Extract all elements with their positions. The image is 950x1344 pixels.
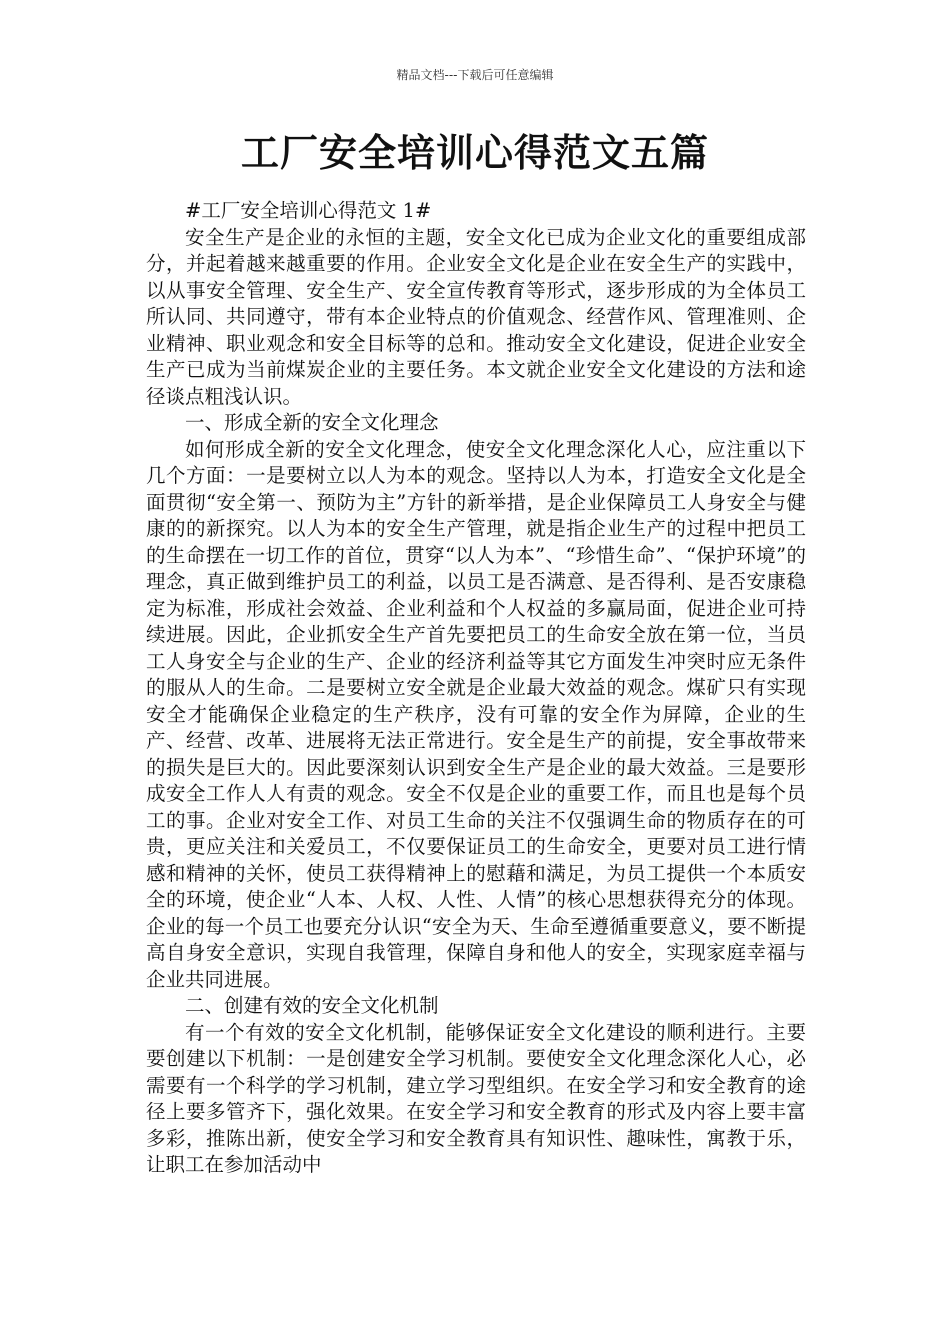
body-paragraph: 安全生产是企业的永恒的主题，安全文化已成为企业文化的重要组成部分，并起着越来越重要的作用。企业安全文化是企业在安全生产的实践中，以从事安全管理、安全生产、安全宣传教育等形式，逐步形成的为全体员工所认同、共同遵守，带有本企业特点的价值观念、经营作风、管理准则、企业精神、职业观念和安全目标等的总和。推动安全文化建设，促进企业安全生产已成为当前煤炭企业的主要任务。本文就企业安全文化建设的方法和途径谈点粗浅认识。 [146,225,806,408]
section-marker: #工厂安全培训心得范文 1# [185,199,432,222]
document-body [146,198,806,1179]
document-title: 工厂安全培训心得范文五篇 [240,131,709,175]
section-heading: 二、创建有效的安全文化机制 [185,994,439,1017]
page-header-note: 精品文档---下载后可任意编辑 [396,68,554,82]
body-paragraph: 有一个有效的安全文化机制，能够保证安全文化建设的顺利进行。主要要创建以下机制：一是创建安全学习机制。要使安全文化理念深化人心，必需要有一个科学的学习机制，建立学习型组织。在安全学习和安全教育的途径上要多管齐下，强化效果。在安全学习和安全教育的形式及内容上要丰富多彩，推陈出新，使安全学习和安全教育具有知识性、趣味性，寓教于乐，让职工在参加活动中 [146,1020,806,1176]
section-heading: 一、形成全新的安全文化理念 [185,411,439,434]
body-paragraph: 如何形成全新的安全文化理念，使安全文化理念深化人心，应注重以下几个方面：一是要树立以人为本的观念。坚持以人为本，打造安全文化是全面贯彻“安全第一、预防为主”方针的新举措，是企业保障员工人身安全与健康的的新探究。以人为本的安全生产管理，就是指企业生产的过程中把员工的生命摆在一切工作的首位，贯穿“以人为本”、“珍惜生命”、“保护环境”的理念，真正做到维护员工的利益，以员工是否满意、是否得利、是否安康稳定为标准，形成社会效益、企业利益和个人权益的多赢局面，促进企业可持续进展。因此，企业抓安全生产首先要把员工的生命安全放在第一位，当员工人身安全与企业的生产、企业的经济利益等其它方面发生冲突时应无条件的服从人的生命。二是要树立安全就是企业最大效益的观念。煤矿只有实现安全才能确保企业稳定的生产秩序，没有可靠的安全作为屏障，企业的生产、经营、改革、进展将无法正常进行。安全是生产的前提，安全事故带来的损失是巨大的。因此要深刻认识到安全生产是企业的最大效益。三是要形成安全工作人人有责的观念。安全不仅是企业的重要工作，而且也是每个员工的事。企业对安全工作、对员工生命的关注不仅强调生命的物质存在的可贵，更应关注和关爱员工，不仅要保证员工的生命安全，更要对员工进行情感和精神的关怀，使员工获得精神上的慰藉和满足，为员工提供一个本质安全的环境，使企业“人本、人权、人性、人情”的核心思想获得充分的体现。企业的每一个员工也要充分认识“安全为天、生命至遵循重要意义，要不断提高自身安全意识，实现自我管理，保障自身和他人的安全，实现家庭幸福与企业共同进展。 [146,437,806,991]
